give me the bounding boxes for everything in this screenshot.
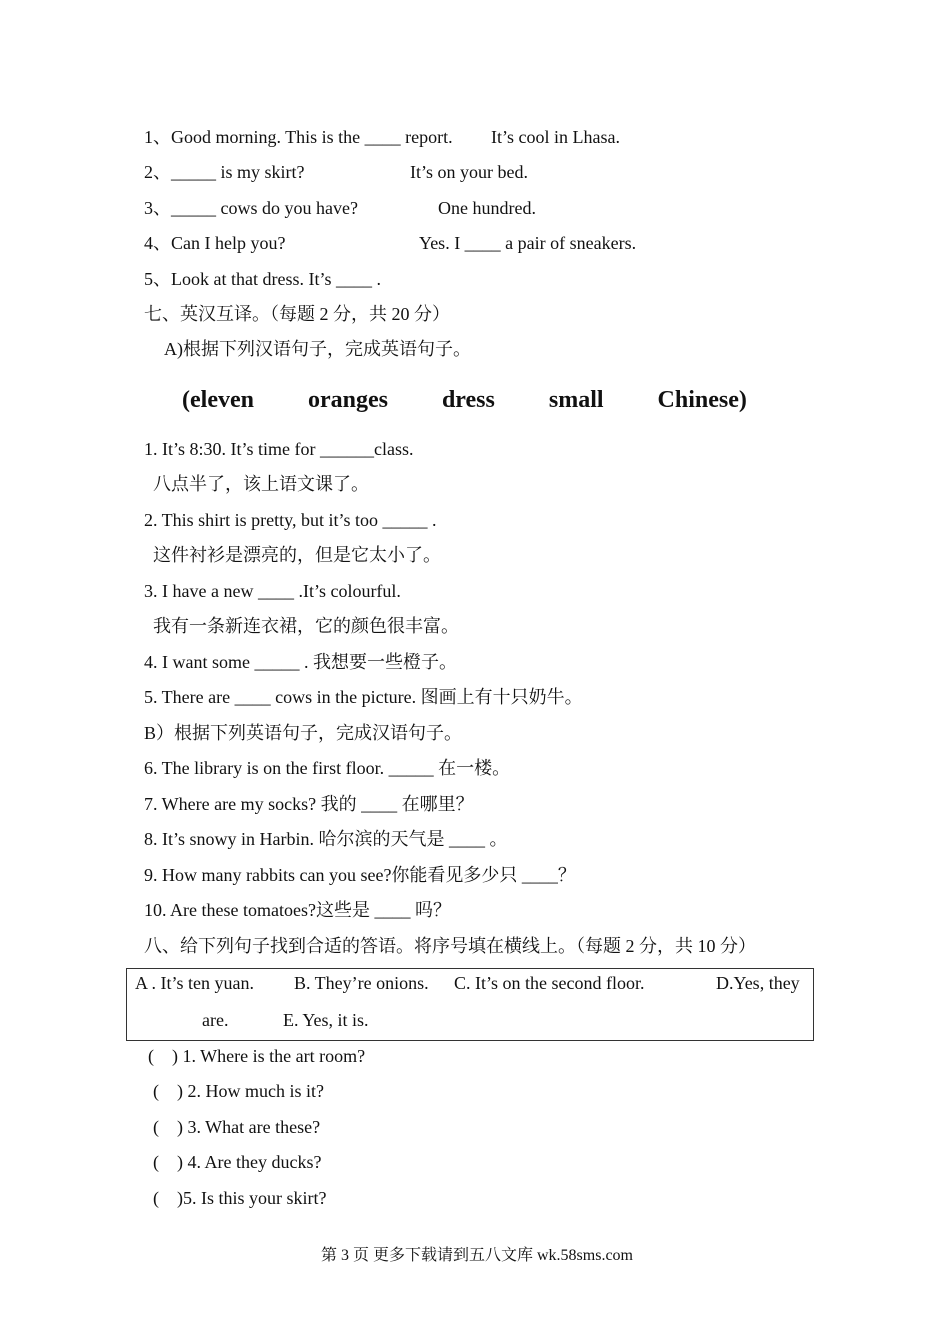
match-question-3: ( ) 3. What are these? — [153, 1117, 321, 1137]
q1-answer: It’s cool in Lhasa. — [491, 127, 620, 147]
item-5: 5. There are ____ cows in the picture. 图画上有十只奶牛。 — [144, 687, 583, 707]
word-bank: (eleven oranges dress small Chinese) — [182, 387, 747, 413]
q3-prompt: 3、_____ cows do you have? — [144, 198, 358, 218]
item-1-en: 1. It’s 8:30. It’s time for ______class. — [144, 439, 414, 459]
part7-b-heading: B）根据下列英语句子，完成汉语句子。 — [144, 723, 463, 743]
match-question-4: ( ) 4. Are they ducks? — [153, 1152, 322, 1172]
match-question-2: ( ) 2. How much is it? — [153, 1081, 324, 1101]
q3-answer: One hundred. — [438, 198, 536, 218]
item-4: 4. I want some _____ . 我想要一些橙子。 — [144, 652, 457, 672]
item-3-en: 3. I have a new ____ .It’s colourful. — [144, 581, 401, 601]
q2-answer: It’s on your bed. — [410, 162, 528, 182]
option-c: C. It’s on the second floor. — [454, 973, 645, 993]
q5-prompt: 5、Look at that dress. It’s ____ . — [144, 269, 381, 289]
item-3-zh: 我有一条新连衣裙，它的颜色很丰富。 — [153, 616, 459, 636]
part7-a-heading: A)根据下列汉语句子，完成英语句子。 — [164, 339, 471, 359]
q2-prompt: 2、_____ is my skirt? — [144, 162, 305, 182]
option-d-continued: are. — [202, 1010, 229, 1030]
item-10: 10. Are these tomatoes?这些是 ____ 吗？ — [144, 900, 451, 920]
q4-answer: Yes. I ____ a pair of sneakers. — [419, 233, 637, 253]
option-a: A . It’s ten yuan. — [135, 973, 254, 993]
option-d: D.Yes, they — [716, 973, 800, 993]
item-2-zh: 这件衬衫是漂亮的，但是它太小了。 — [153, 545, 441, 565]
q4-prompt: 4、Can I help you? — [144, 233, 286, 253]
page-footer: 第 3 页 更多下载请到五八文库 wk.58sms.com — [321, 1247, 634, 1264]
item-2-en: 2. This shirt is pretty, but it’s too _____ . — [144, 510, 437, 530]
match-question-1: ( ) 1. Where is the art room? — [148, 1046, 366, 1066]
q1-prompt: 1、Good morning. This is the ____ report. — [144, 127, 453, 147]
part8-heading: 八、给下列句子找到合适的答语。将序号填在横线上。（每题 2 分，共 10 分） — [144, 936, 756, 956]
item-8: 8. It’s snowy in Harbin. 哈尔滨的天气是 ____ 。 — [144, 829, 508, 849]
item-9: 9. How many rabbits can you see?你能看见多少只 ____？ — [144, 865, 576, 885]
option-e: E. Yes, it is. — [283, 1010, 369, 1030]
item-7: 7. Where are my socks? 我的 ____ 在哪里？ — [144, 794, 474, 814]
match-question-5: ( )5. Is this your skirt? — [153, 1188, 327, 1208]
option-b: B. They’re onions. — [294, 973, 429, 993]
item-6: 6. The library is on the first floor. _____ 在一楼。 — [144, 758, 511, 778]
item-1-zh: 八点半了，该上语文课了。 — [153, 474, 369, 494]
part7-heading: 七、英汉互译。（每题 2 分，共 20 分） — [144, 304, 450, 324]
